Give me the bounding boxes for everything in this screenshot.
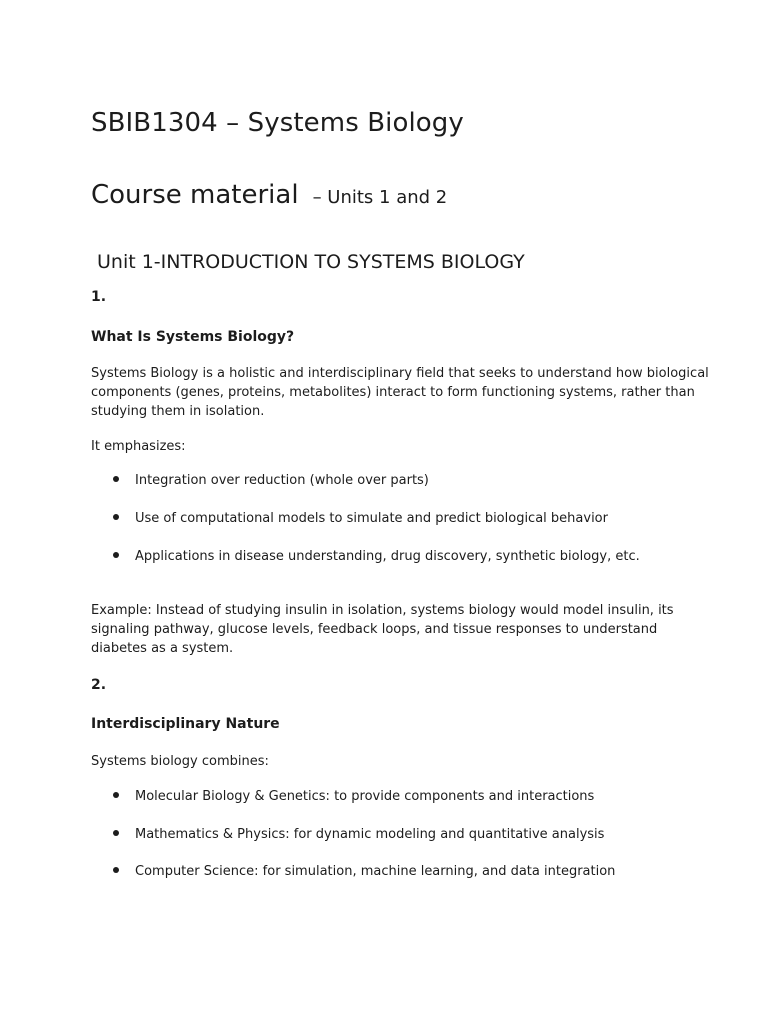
list-item-text: Mathematics & Physics: for dynamic modeling and quantitative analysis — [135, 827, 605, 842]
section-heading: Interdisciplinary Nature — [91, 716, 280, 732]
list-item — [113, 471, 429, 490]
paragraph-line: components (genes, proteins, metabolites) interact to form functioning systems, rather than — [91, 385, 695, 400]
list-item — [113, 825, 604, 844]
section-heading: What Is Systems Biology? — [91, 329, 295, 345]
paragraph-line: diabetes as a system. — [91, 641, 234, 656]
lead-text: Systems biology combines: — [91, 754, 269, 769]
subtitle-main: Course material — [91, 180, 299, 210]
bullet-icon — [113, 476, 119, 482]
bullet-icon — [113, 514, 119, 520]
section-number: 1. — [91, 289, 107, 305]
intro-paragraph — [91, 364, 709, 421]
document-subtitle — [91, 180, 447, 210]
lead-text: It emphasizes: — [91, 439, 186, 454]
bullet-icon — [113, 792, 119, 798]
list-item-text: Use of computational models to simulate and predict biological behavior — [135, 511, 608, 526]
paragraph-line: studying them in isolation. — [91, 404, 265, 419]
paragraph-line: signaling pathway, glucose levels, feedback loops, and tissue responses to understand — [91, 622, 658, 637]
unit-title: Unit 1-INTRODUCTION TO SYSTEMS BIOLOGY — [97, 251, 525, 273]
paragraph-line: Systems Biology is a holistic and interdisciplinary field that seeks to understand how biological — [91, 366, 709, 381]
bullet-icon — [113, 552, 119, 558]
list-item-text: Molecular Biology & Genetics: to provide components and interactions — [135, 789, 595, 804]
list-item — [113, 787, 594, 806]
example-paragraph — [91, 601, 691, 658]
list-item — [113, 547, 640, 566]
list-item — [113, 509, 608, 528]
subtitle-suffix: – Units 1 and 2 — [312, 187, 448, 208]
bullet-icon — [113, 867, 119, 873]
document-title: SBIB1304 – Systems Biology — [91, 108, 464, 138]
list-item-text: Computer Science: for simulation, machine learning, and data integration — [135, 864, 616, 879]
paragraph-line: Example: Instead of studying insulin in isolation, systems biology would model insulin, its — [91, 603, 674, 618]
bullet-icon — [113, 830, 119, 836]
list-item — [113, 862, 615, 881]
section-number: 2. — [91, 677, 107, 693]
list-item-text: Applications in disease understanding, drug discovery, synthetic biology, etc. — [135, 549, 640, 564]
list-item-text: Integration over reduction (whole over parts) — [135, 473, 429, 488]
